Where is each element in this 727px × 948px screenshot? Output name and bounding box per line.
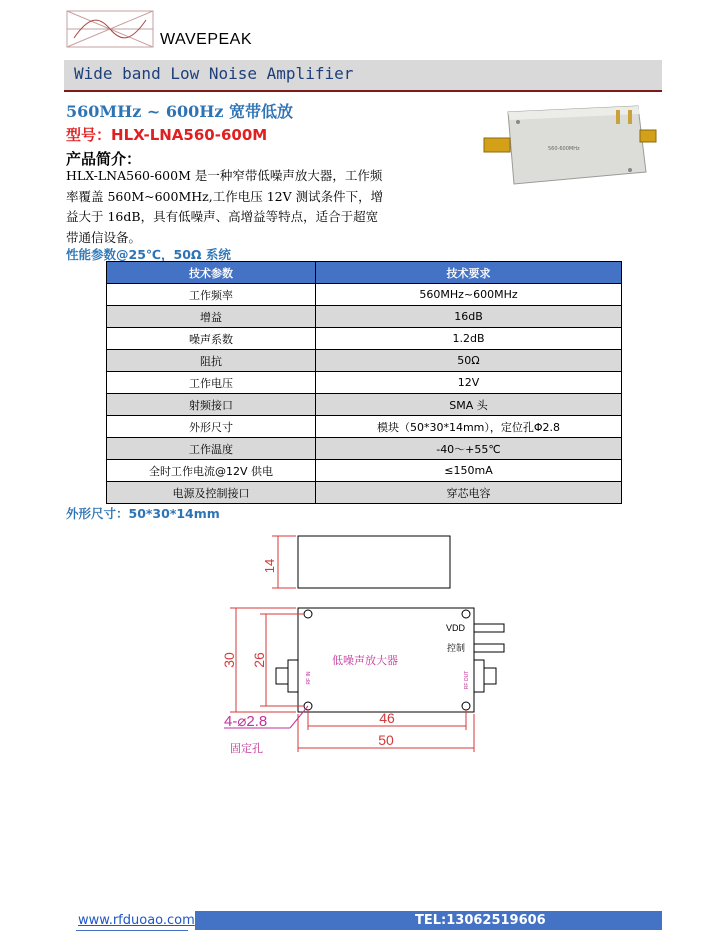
footer-tel: TEL:13062519606 <box>415 913 546 928</box>
table-row <box>107 416 622 438</box>
table-row <box>107 306 622 328</box>
performance-title: 性能参数@25℃，50Ω 系统 <box>66 247 231 262</box>
intro-text: HLX-LNA560-600M 是一种窄带低噪声放大器，工作频率覆盖 560M~600MHz,工作电压 12V 测试条件下，增益大于 16dB，具有低噪声、高增益等特点，适合于超宽带通信设备。 <box>66 168 384 245</box>
hole-caption: 固定孔 <box>230 743 263 755</box>
model-label: 型号： <box>66 126 112 144</box>
height-30-label: 30 <box>221 652 237 668</box>
website-link[interactable]: www.rfduoao.com <box>78 913 195 928</box>
table-row <box>107 438 622 460</box>
spec-value: 560MHz~600MHz <box>316 284 622 306</box>
spec-param: 阻抗 <box>107 350 316 372</box>
spec-value: 16dB <box>316 306 622 328</box>
frequency-title: 560MHz ~ 600Hz 宽带低放 <box>66 102 294 121</box>
spec-header-requirement: 技术要求 <box>316 262 622 284</box>
side-view-outline <box>298 536 450 588</box>
rf-out-connector <box>474 660 484 692</box>
svg-text:560-600MHz: 560-600MHz <box>548 146 580 152</box>
rf-in-label: RF IN <box>306 671 312 685</box>
spec-value: 1.2dB <box>316 328 622 350</box>
mechanical-drawing <box>210 530 520 770</box>
product-photo <box>478 100 658 190</box>
mount-hole <box>462 610 470 618</box>
mount-hole <box>304 610 312 618</box>
banner-title: Wide band Low Noise Amplifier <box>74 64 354 83</box>
spec-value: 穿芯电容 <box>316 482 622 504</box>
vdd-pin <box>474 624 504 632</box>
spec-value: -40～+55℃ <box>316 438 622 460</box>
vdd-label: VDD <box>446 623 466 633</box>
spec-param: 工作温度 <box>107 438 316 460</box>
height-14-label: 14 <box>262 558 277 574</box>
rf-in-connector <box>288 660 298 692</box>
model-value: HLX-LNA560-600M <box>111 126 268 144</box>
table-row <box>107 482 622 504</box>
spec-param: 工作电压 <box>107 372 316 394</box>
table-row <box>107 328 622 350</box>
table-row <box>107 350 622 372</box>
spec-value: 50Ω <box>316 350 622 372</box>
table-row <box>107 460 622 482</box>
intro-title: 产品简介： <box>66 150 142 168</box>
spec-param: 增益 <box>107 306 316 328</box>
table-row <box>107 284 622 306</box>
mount-hole <box>462 702 470 710</box>
spec-param: 工作频率 <box>107 284 316 306</box>
spec-param: 全时工作电流@12V 供电 <box>107 460 316 482</box>
module-label: 低噪声放大器 <box>332 655 398 667</box>
model-line <box>66 124 267 145</box>
dimension-title: 外形尺寸：50*30*14mm <box>66 506 220 521</box>
spec-param: 射频接口 <box>107 394 316 416</box>
spec-value: 12V <box>316 372 622 394</box>
brand-name: WAVEPEAK <box>160 31 253 48</box>
spec-param: 噪声系数 <box>107 328 316 350</box>
rf-out-label: RF OUT <box>464 670 470 690</box>
height-26-label: 26 <box>251 652 267 668</box>
table-row <box>107 394 622 416</box>
spec-header-row <box>107 262 622 284</box>
spec-value: ≤150mA <box>316 460 622 482</box>
control-pin <box>474 644 504 652</box>
spec-value: 模块（50*30*14mm），定位孔Φ2.8 <box>316 416 622 438</box>
wavepeak-logo <box>64 8 156 50</box>
spec-param: 外形尺寸 <box>107 416 316 438</box>
spec-param: 电源及控制接口 <box>107 482 316 504</box>
width-46-label: 46 <box>379 710 395 726</box>
spec-header-param: 技术参数 <box>107 262 316 284</box>
spec-value: SMA 头 <box>316 394 622 416</box>
width-50-label: 50 <box>378 732 394 748</box>
spec-table <box>106 261 622 504</box>
table-row <box>107 372 622 394</box>
control-label: 控制 <box>447 643 466 653</box>
hole-spec-label: 4-⌀2.8 <box>224 713 268 730</box>
